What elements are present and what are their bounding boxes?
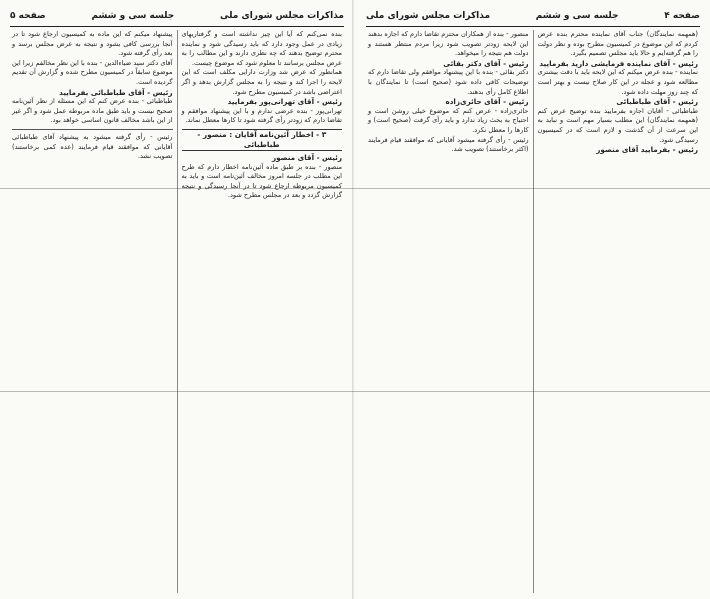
paragraph: پیشنهاد میکنم که این ماده به کمیسیون ارجاع شود تا در آنجا بررسی کافی بشود و نتیجه به عرض مجلس برسد و بعد رأی گرفته شود. xyxy=(12,30,173,58)
left-columns xyxy=(8,30,346,593)
divider xyxy=(12,129,173,130)
paragraph: بنده نمی‌کنم که آیا این چیز نداشته است و گرفتاریهای زیادی در عمل وجود دارد که باید رسیدگی شود و نماینده محترم توضیح بدهند که چه نظری دارند و این مطالب را به عرض مجلس برسانند تا معلوم شود که موضوع چیست. xyxy=(181,30,342,67)
right-col-left xyxy=(364,30,534,593)
right-session-title: جلسه سی و ششم xyxy=(535,11,619,21)
left-session-title: جلسه سی و ششم xyxy=(91,11,175,21)
speaker-line: رئیس - آقای طباطبائی xyxy=(616,97,698,107)
paper-fold-line xyxy=(0,391,710,392)
paragraph: منصور - بنده از همکاران محترم تقاضا دارم که اجازه بدهند این لایحه زودتر تصویب شود زیرا مردم منتظر هستند و دولت هم نتیجه را میخواهد. xyxy=(368,30,529,58)
paragraph: منصور - بنده بر طبق ماده آئین‌نامه اخطار دارم که طرح این مطلب در جلسه امروز مخالف آئین‌نامه است و باید به کمیسیون مربوطه ارجاع شود تا در آنجا رسیدگی و نتیجه گزارش گردد و بعد در مجلس مطرح شود. xyxy=(181,162,342,200)
right-col-right xyxy=(534,30,703,593)
paragraph: دکتر بقائی - بنده با این پیشنهاد موافقم ولی تقاضا دارم که توضیحات کافی داده شود (صحیح است) تا نمایندگان با اطلاع کامل رأی بدهند. xyxy=(368,68,529,96)
paper-fold-line xyxy=(0,188,710,189)
speaker-line: رئیس - بفرمایید آقای منصور xyxy=(596,145,698,155)
paragraph: حائری‌زاده - عرض کنم که موضوع خیلی روشن است و احتیاج به بحث زیاد ندارد و باید رأی گرفت (صحیح است) و کارها را معطل نکرد. xyxy=(368,106,529,134)
paragraph: تهرانی‌پور - بنده عرضی ندارم و با این پیشنهاد موافقم و تقاضا دارم که زودتر رأی گرفته شود تا کارها معطل نماند. xyxy=(181,106,342,125)
paragraph: آقای دکتر سید ضیاءالدین - بنده با این نظر مخالفم زیرا این موضوع سابقاً در کمیسیون مطرح شده و گزارش آن تقدیم گردیده است. xyxy=(12,58,173,86)
speaker-line: رئیس - آقای طباطبائی بفرمایید xyxy=(59,87,173,97)
speaker-line: رئیس - آقای تهرانی‌پور بفرمایید xyxy=(227,97,342,107)
paragraph: (همهمه نمایندگان) جناب آقای نماینده محترم بنده عرض کردم که این موضوع در کمیسیون مطرح بوده و نظر دولت را هم گرفته‌ایم و حالا باید مجلس تصمیم بگیرد. xyxy=(537,30,698,58)
right-publication-title: مذاکرات مجلس شورای ملی xyxy=(366,11,491,21)
paragraph: طباطبائی - بنده عرض کنم که این مسئله از نظر آئین‌نامه صحیح نیست و باید طبق ماده مربوطه عمل شود و اگر غیر از این باشد مخالف قانون اساسی خواهد بود. xyxy=(12,97,173,125)
right-page-label: صفحه ۴ xyxy=(664,11,700,21)
left-running-head xyxy=(10,8,344,27)
paragraph: رئیس - رأی گرفته میشود آقایانی که موافقند قیام فرمایند (اکثر برخاستند) تصویب شد. xyxy=(368,135,529,154)
left-col-right xyxy=(178,30,347,593)
speaker-line: رئیس - آقای منصور xyxy=(272,152,342,162)
paragraph: همانطور که عرض شد وزارت دارایی مکلف است که این لایحه را اجرا کند و نتیجه را به مجلس گزارش بدهد و اگر اعتراضی باشد در کمیسیون مطرح شود. xyxy=(181,68,342,96)
left-page xyxy=(0,0,354,599)
right-running-head xyxy=(366,8,700,27)
section-heading: ۳ - اخطار آئین‌نامه آقایان : منصور - طباطبائی xyxy=(182,129,343,151)
left-col-left xyxy=(8,30,178,593)
paragraph: نماینده - بنده عرض میکنم که این لایحه باید با دقت بیشتری مطالعه شود و عجله در این کار صلاح نیست و بهتر است که چند روز مهلت داده شود. xyxy=(537,68,698,96)
left-page-label: صفحه ۵ xyxy=(10,11,46,21)
right-columns xyxy=(364,30,702,593)
speaker-line: رئیس - آقای نماینده فرمایشی دارید بفرمایید xyxy=(539,58,698,68)
right-page xyxy=(356,0,710,599)
speaker-line: رئیس - آقای حائری‌زاده xyxy=(445,97,529,107)
paragraph: رئیس - رأی گرفته میشود به پیشنهاد آقای طباطبائی آقایانی که موافقند قیام فرمایند (عده کمی برخاستند) تصویب نشد. xyxy=(12,132,173,161)
speaker-line: رئیس - آقای دکتر بقائی xyxy=(443,58,529,68)
left-publication-title: مذاکرات مجلس شورای ملی xyxy=(219,11,344,21)
paragraph: طباطبائی - آقایان اجازه بفرمایید بنده توضیح عرض کنم (همهمه نمایندگان) این مطلب بسیار مهم است و نباید به این سرعت از آن گذشت و لازم است که در کمیسیون رسیدگی شود. xyxy=(537,106,698,144)
